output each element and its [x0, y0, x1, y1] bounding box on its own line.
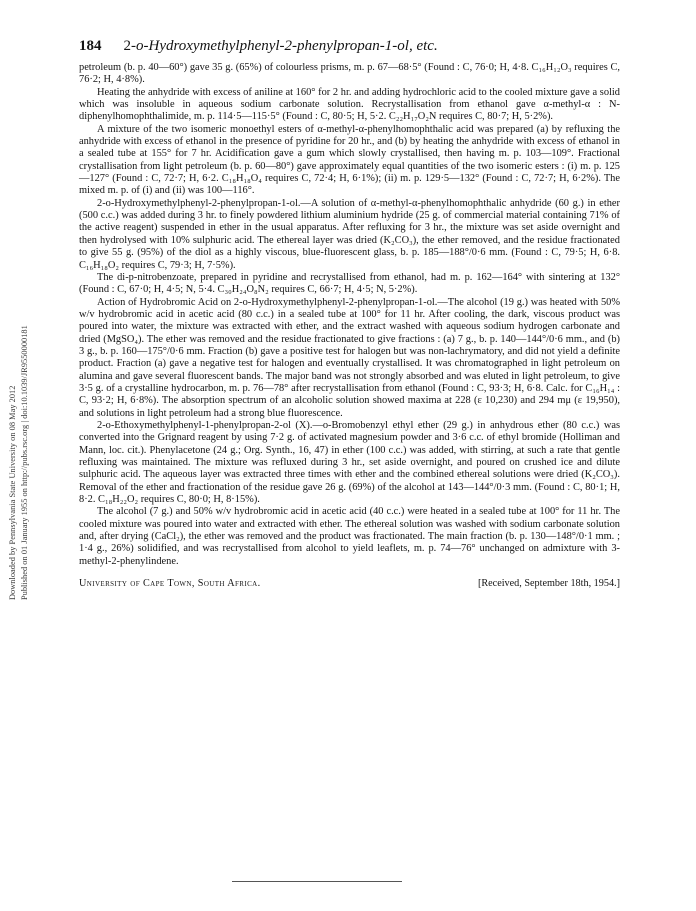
- running-title-o: o: [136, 38, 144, 54]
- paragraph: Heating the anhydride with excess of aniline at 160° for 2 hr. and adding hydrochloric acid to the cooled mixture gave a solid which was insoluble in aqueous sodium carbonate solution. Recrystallisation from ethanol gave α-methyl-α : N-diphenylhomophthalimide, m. p. 114·5—115·5° (Found : C, 80·5; H, 5·2. C₂₂H₁₇O₂N requires C, 80·7; H, 5·2%).: [79, 86, 620, 123]
- paragraph: 2-o-Hydroxymethylphenyl-2-phenylpropan-1-ol.—A solution of α-methyl-α-phenylhomophthalic anhydride (60 g.) in ether (500 c.c.) was added during 3 hr. to finely powdered lithium aluminium hydride (25 g. of commercial material containing 71% of the active reagent) suspended in ether in the usual apparatus. After refluxing for 3 hr., the mixture was set aside overnight and then hydrolysed with 10% sulphuric acid. The ethereal layer was dried (K₂CO₃), the ether removed, and the residue fractionated to give 55 g. (95%) of the diol as a highly viscous, blue-fluorescent glass, b. p. 185—188°/0·6 mm. (Found : C, 79·5; H, 6·8. C₁₆H₁₈O₂ requires C, 79·3; H, 7·5%).: [79, 197, 620, 271]
- article-page: [79, 38, 620, 589]
- paragraph: A mixture of the two isomeric monoethyl esters of α-methyl-α-phenylhomophthalic acid was prepared (a) by refluxing the anhydride with excess of ethanol in the presence of pyridine for 20 hr., and (b) by heating the anhydride with excess of ethanol in a sealed tube at 155° for 7 hr. Acidification gave a gum which slowly crystallised, then having m. p. 103—109°. Fractional crystallisation from light petroleum (b. p. 60—80°) gave approximately equal quantities of the two isomeric esters : (i) m. p. 125—127° (Found : C, 72·7; H, 6·2. C₁₈H₁₈O₄ requires C, 72·4; H, 6·1%); (ii) m. p. 129·5—132° (Found : C, 72·7; H, 6·2%). The mixed m. p. of (i) and (ii) was 100—116°.: [79, 123, 620, 197]
- running-header: [79, 38, 620, 62]
- paragraph: The alcohol (7 g.) and 50% w/v hydrobromic acid in acetic acid (40 c.c.) were heated in a sealed tube at 100° for 11 hr. The cooled mixture was poured into water and extracted with ether. The ethereal solution was washed with sodium carbonate solution and, after drying (CaCl₂), the ether was removed and the product was fractionated. The main fraction (b. p. 130—148°/0·1 mm. ; 1·4 g., 26%) solidified, and was recrystallised from alcohol to yield leaflets, m. p. 74—76° unchanged on admixture with 3-methyl-2-phenylindene.: [79, 506, 620, 567]
- end-rule: [232, 881, 402, 882]
- paragraph: The di-p-nitrobenzoate, prepared in pyridine and recrystallised from ethanol, had m. p. 162—164° with sintering at 132° (Found : C, 67·0; H, 4·5; N, 5·4. C₃₀H₂₄O₈N₂ requires C, 66·7; H, 4·5; N, 5·2%).: [79, 271, 620, 296]
- published-note: Published on 01 January 1955 on http://pubs.rsc.org | doi:10.1039/JR9550000181: [20, 325, 29, 600]
- paragraph: Action of Hydrobromic Acid on 2-o-Hydroxymethylphenyl-2-phenylpropan-1-ol.—The alcohol (19 g.) was heated with 50% w/v hydrobromic acid in acetic acid (80 c.c.) in a sealed tube at 100° for 11 hr. After cooling, the dark, viscous product was poured into water, the mixture was extracted with ether, and the extract washed with aqueous sodium hydrogen carbonate and dried (MgSO₄). The ether was removed and the residue fractionated to give fractions : (a) 7 g., b. p. 140—144°/0·6 mm., and (b) 3 g., b. p. 160—175°/0·6 mm. Fraction (b) gave a positive test for halogen but was non-lachrymatory, and did not yield a definite product. Fraction (a) gave a negative test for halogen and eventually crystallised. It was chromatographed in light petroleum on alumina and gave several fluorescent bands. The major band was not strongly absorbed and was eluted in light petroleum, to give 3·5 g. of a crystalline hydrocarbon, m. p. 76—78° after recrystallisation from ethanol (Found : C, 93·3; H, 6·8. Calc. for C₁₆H₁₄ : C, 93·2; H, 6·8%). The absorption spectrum of an alcoholic solution showed maxima at 228 (ε 10,230) and 294 mμ (ε 19,950), and solutions in light petroleum had a strong blue fluorescence.: [79, 296, 620, 419]
- running-title-prefix: 2-: [123, 38, 136, 54]
- signature-line: [79, 578, 620, 589]
- article-body: [79, 62, 620, 568]
- download-note: Downloaded by Pennsylvania State University on 08 May 2012: [8, 385, 17, 600]
- margin-metadata: [8, 140, 29, 600]
- running-title: [124, 38, 438, 55]
- institution: University of Cape Town, South Africa.: [79, 578, 261, 590]
- paragraph: 2-o-Ethoxymethylphenyl-1-phenylpropan-2-ol (X).—o-Bromobenzyl ethyl ether (29 g.) in anhydrous ether (80 c.c.) was converted into the Grignard reagent by using 7·2 g. of activated magnesium powder and 3·6 c.c. of ethyl bromide (Holliman and Mann, loc. cit.). Phenylacetone (24 g.; Org. Synth., 16, 47) in ether (100 c.c.) was added, with stirring, at such a rate that gentle refluxing was maintained. The mixture was refluxed during 3 hr., set aside overnight, and poured on crushed ice and dilute sulphuric acid. The aqueous layer was extracted three times with ether and the combined ethereal solutions were dried (K₂CO₃). Removal of the ether and fractionation of the residue gave 26 g. (69%) of the alcohol at 143—144°/0·3 mm. (Found : C, 80·1; H, 8·2. C₁₈H₂₂O₂ requires C, 80·0; H, 8·15%).: [79, 419, 620, 506]
- page-number: 184: [79, 38, 102, 54]
- running-title-main: -Hydroxymethylphenyl-2-phenylpropan-1-ol, etc.: [143, 38, 438, 54]
- received-date: [Received, September 18th, 1954.]: [477, 578, 620, 590]
- paragraph: petroleum (b. p. 40—60°) gave 35 g. (65%) of colourless prisms, m. p. 67—68·5° (Found : C, 76·0; H, 4·8. C₁₆H₁₂O₃ requires C, 76·2; H, 4·8%).: [79, 62, 620, 86]
